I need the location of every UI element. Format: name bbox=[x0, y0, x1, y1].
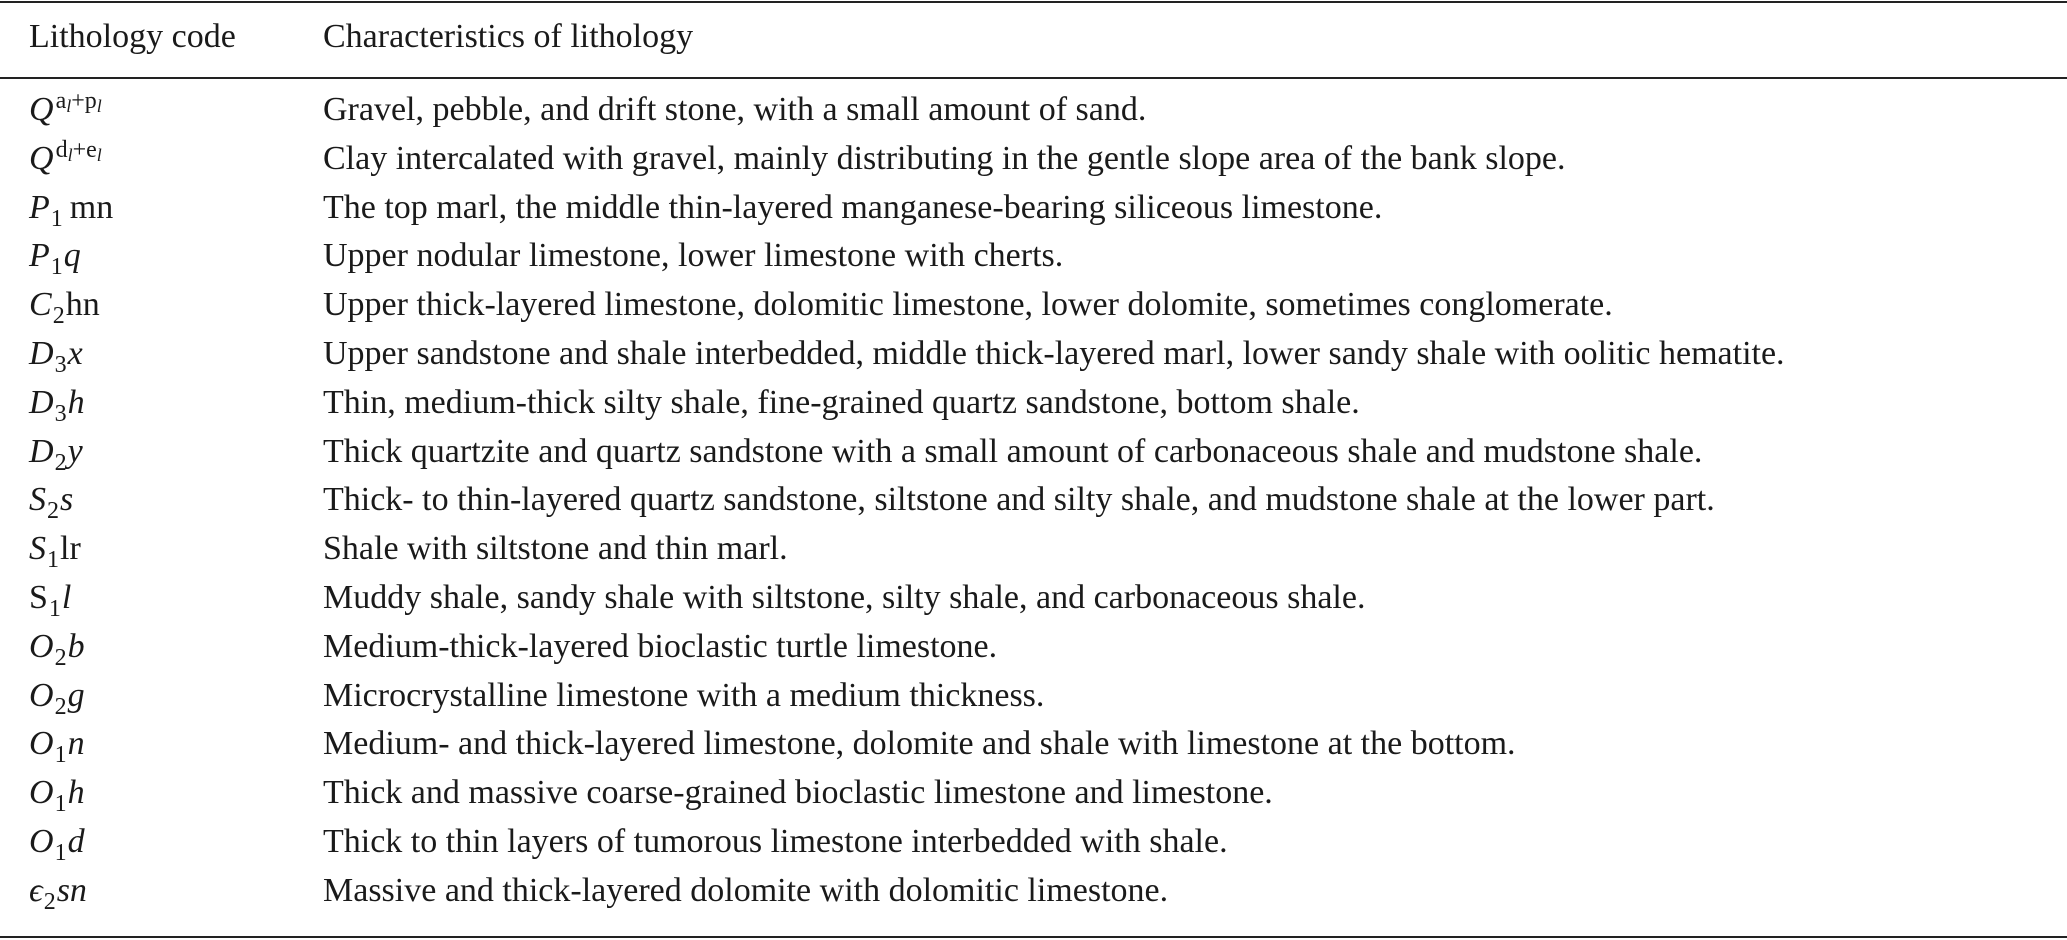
table-row bbox=[0, 818, 2067, 867]
code-suffix: q bbox=[63, 237, 81, 275]
lithology-code bbox=[29, 574, 71, 626]
lithology-description: Muddy shale, sandy shale with siltstone, silty shale, and carbonaceous shale. bbox=[323, 578, 1366, 616]
table-row bbox=[0, 135, 2067, 184]
table-row bbox=[0, 232, 2067, 281]
code-base: D bbox=[29, 383, 54, 421]
header-lithology-code: Lithology code bbox=[29, 18, 236, 55]
code-base: O bbox=[29, 822, 54, 860]
lithology-description: Medium- and thick-layered limestone, dolomite and shale with limestone at the bottom. bbox=[323, 725, 1516, 763]
code-subscript: 3 bbox=[54, 351, 67, 378]
lithology-code bbox=[29, 379, 85, 431]
code-subscript: 1 bbox=[54, 839, 67, 866]
sup-a-sub: l bbox=[67, 144, 73, 165]
table-body bbox=[0, 86, 2067, 916]
code-subscript: 1 bbox=[54, 791, 67, 818]
code-superscript bbox=[56, 137, 102, 163]
table-header-rule bbox=[0, 77, 2067, 79]
table-row bbox=[0, 330, 2067, 379]
code-base: S bbox=[29, 481, 46, 519]
lithology-description: Thick and massive coarse-grained bioclastic limestone and limestone. bbox=[323, 774, 1273, 812]
code-suffix: g bbox=[67, 676, 85, 714]
sup-plus: + bbox=[71, 88, 85, 114]
code-subscript: 2 bbox=[54, 449, 67, 476]
table-row bbox=[0, 379, 2067, 428]
code-base: O bbox=[29, 774, 54, 812]
lithology-code bbox=[29, 232, 81, 284]
table-row bbox=[0, 525, 2067, 574]
code-base: S bbox=[29, 530, 46, 568]
lithology-description: Shale with siltstone and thin marl. bbox=[323, 530, 788, 568]
lithology-code bbox=[29, 428, 83, 480]
code-subscript: 3 bbox=[54, 400, 67, 427]
lithology-code bbox=[29, 623, 85, 675]
code-base: O bbox=[29, 676, 54, 714]
lithology-description: Upper sandstone and shale interbedded, middle thick-layered marl, lower sandy shale with oolitic hematite. bbox=[323, 334, 1785, 372]
lithology-code bbox=[29, 525, 81, 577]
code-base: C bbox=[29, 286, 52, 324]
lithology-code bbox=[29, 818, 85, 870]
lithology-description: Medium-thick-layered bioclastic turtle limestone. bbox=[323, 627, 998, 665]
lithology-code bbox=[29, 184, 113, 236]
code-suffix: lr bbox=[60, 530, 81, 568]
table-row bbox=[0, 476, 2067, 525]
code-suffix: n bbox=[67, 725, 85, 763]
sup-b-sub: l bbox=[96, 96, 102, 116]
lithology-code bbox=[29, 476, 73, 528]
code-suffix: h bbox=[67, 774, 85, 812]
code-base: O bbox=[29, 627, 54, 665]
table-row bbox=[0, 281, 2067, 330]
code-subscript: 1 bbox=[54, 742, 67, 769]
lithology-code bbox=[29, 281, 100, 333]
lithology-code bbox=[29, 135, 102, 188]
code-suffix: l bbox=[61, 578, 72, 616]
lithology-description: Thick- to thin-layered quartz sandstone, siltstone and silty shale, and mudstone shale at the lower part. bbox=[323, 481, 1715, 519]
code-subscript: 2 bbox=[54, 644, 67, 671]
code-suffix: sn bbox=[56, 871, 87, 909]
code-suffix: x bbox=[67, 334, 83, 372]
code-subscript: 1 bbox=[47, 547, 59, 574]
lithology-description: The top marl, the middle thin-layered manganese-bearing siliceous limestone. bbox=[323, 188, 1383, 226]
lithology-description: Upper thick-layered limestone, dolomitic limestone, lower dolomite, sometimes conglomerate. bbox=[323, 286, 1613, 324]
code-base: D bbox=[29, 334, 54, 372]
code-suffix: hn bbox=[65, 286, 100, 324]
table-row bbox=[0, 720, 2067, 769]
table-row bbox=[0, 86, 2067, 135]
lithology-code bbox=[29, 330, 83, 382]
code-superscript bbox=[56, 88, 102, 114]
lithology-description: Thick to thin layers of tumorous limestone interbedded with shale. bbox=[323, 822, 1228, 860]
code-suffix: b bbox=[67, 627, 85, 665]
table-row bbox=[0, 769, 2067, 818]
code-subscript: 1 bbox=[48, 595, 61, 622]
code-suffix: h bbox=[67, 383, 85, 421]
lithology-description: Gravel, pebble, and drift stone, with a small amount of sand. bbox=[323, 91, 1147, 128]
code-base: P bbox=[29, 237, 50, 275]
lithology-code bbox=[29, 867, 87, 919]
code-base: D bbox=[29, 432, 54, 470]
lithology-description: Microcrystalline limestone with a medium thickness. bbox=[323, 676, 1045, 714]
table-row bbox=[0, 867, 2067, 916]
lithology-code bbox=[29, 672, 85, 724]
sup-a: a bbox=[55, 88, 67, 114]
sup-a: d bbox=[55, 136, 68, 163]
lithology-description: Thin, medium-thick silty shale, fine-grained quartz sandstone, bottom shale. bbox=[323, 383, 1360, 421]
table-bottom-rule bbox=[0, 936, 2067, 938]
sup-b-sub: l bbox=[96, 144, 102, 165]
code-suffix: y bbox=[67, 432, 83, 470]
table-row bbox=[0, 574, 2067, 623]
code-base: ϵ bbox=[29, 871, 43, 909]
lithology-description: Thick quartzite and quartz sandstone with a small amount of carbonaceous shale and mudstone shale. bbox=[323, 432, 1703, 470]
code-base: Q bbox=[29, 91, 54, 128]
code-subscript: 2 bbox=[54, 693, 67, 720]
sup-plus: + bbox=[72, 136, 87, 163]
table-row bbox=[0, 623, 2067, 672]
code-suffix: s bbox=[60, 481, 74, 519]
code-subscript: 1 bbox=[50, 254, 63, 281]
code-base: P bbox=[29, 188, 50, 226]
code-base: Q bbox=[29, 139, 54, 177]
lithology-description: Clay intercalated with gravel, mainly distributing in the gentle slope area of the bank slope. bbox=[323, 139, 1566, 177]
code-subscript: 2 bbox=[52, 303, 65, 330]
sup-b: e bbox=[86, 136, 97, 163]
lithology-description: Massive and thick-layered dolomite with dolomitic limestone. bbox=[323, 871, 1169, 909]
table-header bbox=[0, 12, 2067, 62]
code-base: S bbox=[29, 578, 48, 616]
table-row bbox=[0, 672, 2067, 721]
code-base: O bbox=[29, 725, 54, 763]
code-suffix: mn bbox=[69, 188, 114, 226]
lithology-code bbox=[29, 720, 85, 772]
header-characteristics: Characteristics of lithology bbox=[323, 18, 694, 55]
lithology-description: Upper nodular limestone, lower limestone with cherts. bbox=[323, 237, 1064, 275]
code-subscript: 2 bbox=[43, 888, 56, 915]
code-subscript: 1 bbox=[50, 205, 63, 232]
table-row bbox=[0, 184, 2067, 233]
table-top-rule bbox=[0, 1, 2067, 3]
lithology-code bbox=[29, 86, 102, 139]
code-suffix: d bbox=[67, 822, 85, 860]
code-subscript: 2 bbox=[47, 498, 59, 525]
sup-b: p bbox=[84, 88, 97, 114]
table-row bbox=[0, 428, 2067, 477]
lithology-code bbox=[29, 769, 85, 821]
sup-a-sub: l bbox=[66, 96, 72, 116]
